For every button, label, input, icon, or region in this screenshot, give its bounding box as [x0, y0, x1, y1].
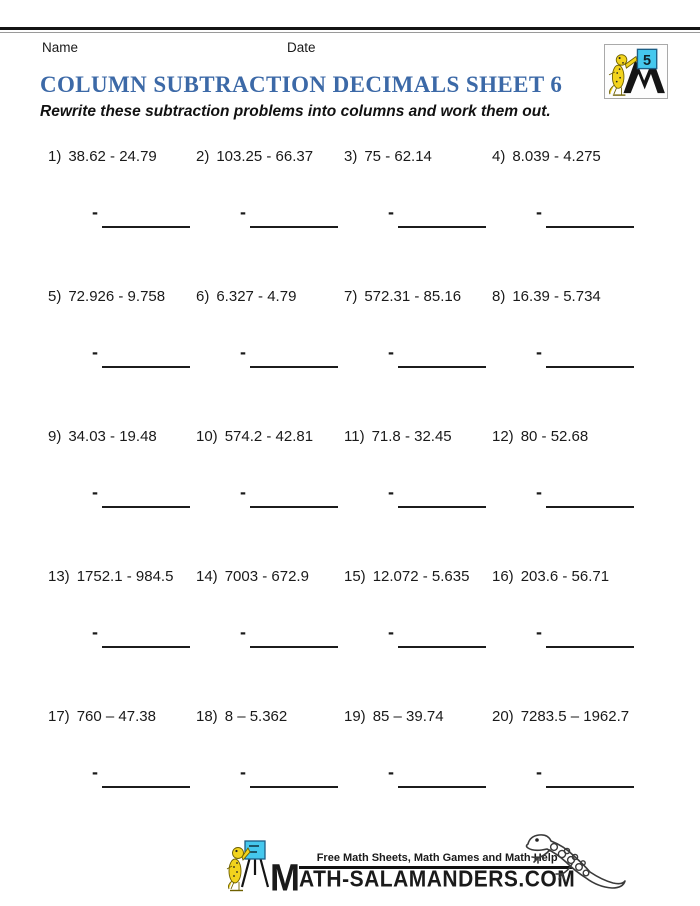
problem-text [344, 428, 492, 445]
problem-13 [48, 568, 196, 708]
answer-line [546, 622, 634, 648]
answer-minus-sign: - [92, 202, 98, 222]
answer-area [536, 482, 634, 508]
problem-text [196, 568, 344, 585]
problem-text [196, 148, 344, 165]
problem-expression: 38.62 - 24.79 [68, 148, 157, 165]
answer-area [240, 202, 338, 228]
answer-minus-sign: - [388, 622, 394, 642]
problem-text [48, 708, 196, 725]
problem-expression: 12.072 - 5.635 [372, 568, 470, 585]
problem-number: 14) [196, 568, 218, 585]
problem-text [492, 568, 652, 585]
page-title: COLUMN SUBTRACTION DECIMALS SHEET 6 [40, 72, 563, 97]
instructions-text: Rewrite these subtraction problems into columns and work them out. [40, 103, 551, 120]
problem-expression: 85 – 39.74 [372, 708, 444, 725]
problem-expression: 71.8 - 32.45 [371, 428, 452, 445]
problem-number: 3) [344, 148, 358, 165]
problem-expression: 80 - 52.68 [520, 428, 589, 445]
problem-number: 4) [492, 148, 506, 165]
answer-area [536, 202, 634, 228]
answer-line [546, 762, 634, 788]
answer-line [398, 762, 486, 788]
problem-8 [492, 288, 652, 428]
answer-line [102, 622, 190, 648]
problem-number: 13) [48, 568, 70, 585]
problem-number: 10) [196, 428, 218, 445]
problem-expression: 7003 - 672.9 [224, 568, 309, 585]
problem-19 [344, 708, 492, 848]
answer-minus-sign: - [240, 482, 246, 502]
footer-tagline: Free Math Sheets, Math Games and Math Help [316, 852, 558, 864]
answer-area [92, 342, 190, 368]
name-label: Name [42, 40, 79, 55]
problem-6 [196, 288, 344, 428]
answer-line [102, 202, 190, 228]
answer-minus-sign: - [388, 482, 394, 502]
problem-4 [492, 148, 652, 288]
problem-9 [48, 428, 196, 568]
answer-area [388, 202, 486, 228]
answer-line [398, 342, 486, 368]
answer-area [92, 482, 190, 508]
answer-minus-sign: - [388, 342, 394, 362]
problem-expression: 75 - 62.14 [364, 148, 432, 165]
problem-text [492, 428, 652, 445]
answer-area [388, 622, 486, 648]
answer-area [92, 202, 190, 228]
problem-number: 12) [492, 428, 514, 445]
answer-area [92, 762, 190, 788]
answer-line [398, 202, 486, 228]
problem-text [344, 148, 492, 165]
problem-number: 20) [492, 708, 514, 725]
problem-text [492, 708, 652, 725]
answer-area [536, 622, 634, 648]
answer-area [92, 622, 190, 648]
answer-minus-sign: - [92, 762, 98, 782]
problem-number: 17) [48, 708, 70, 725]
problem-number: 15) [344, 568, 366, 585]
problem-expression: 16.39 - 5.734 [512, 288, 601, 305]
problem-1 [48, 148, 196, 288]
problem-15 [344, 568, 492, 708]
problem-number: 6) [196, 288, 210, 305]
answer-minus-sign: - [388, 202, 394, 222]
problem-expression: 8.039 - 4.275 [512, 148, 601, 165]
salamander-badge-icon [605, 45, 667, 98]
problem-number: 2) [196, 148, 210, 165]
problem-text [48, 288, 196, 305]
answer-line [250, 762, 338, 788]
answer-minus-sign: - [536, 482, 542, 502]
answer-line [250, 342, 338, 368]
problem-expression: 760 – 47.38 [76, 708, 156, 725]
problem-11 [344, 428, 492, 568]
answer-minus-sign: - [536, 202, 542, 222]
top-rule [0, 27, 700, 30]
answer-area [388, 342, 486, 368]
problem-expression: 72.926 - 9.758 [68, 288, 166, 305]
problem-7 [344, 288, 492, 428]
problem-number: 18) [196, 708, 218, 725]
problem-number: 5) [48, 288, 62, 305]
problem-expression: 103.25 - 66.37 [216, 148, 314, 165]
problem-text [344, 288, 492, 305]
answer-line [250, 622, 338, 648]
problem-text [344, 708, 492, 725]
problem-20 [492, 708, 652, 848]
answer-minus-sign: - [536, 342, 542, 362]
answer-minus-sign: - [92, 342, 98, 362]
gecko-icon [520, 830, 632, 896]
answer-line [102, 482, 190, 508]
answer-area [240, 342, 338, 368]
footer-wordmark: ATH-SALAMANDERS.COM [299, 867, 576, 892]
problem-expression: 8 – 5.362 [224, 708, 288, 725]
badge-number: 5 [643, 52, 652, 69]
date-label: Date [287, 40, 316, 55]
answer-line [102, 342, 190, 368]
problem-text [196, 428, 344, 445]
problem-expression: 7283.5 – 1962.7 [520, 708, 630, 725]
problem-5 [48, 288, 196, 428]
answer-area [388, 482, 486, 508]
problem-text [48, 428, 196, 445]
answer-area [240, 762, 338, 788]
answer-area [240, 482, 338, 508]
answer-area [388, 762, 486, 788]
problem-14 [196, 568, 344, 708]
problem-expression: 203.6 - 56.71 [520, 568, 610, 585]
answer-minus-sign: - [536, 622, 542, 642]
problem-expression: 572.31 - 85.16 [364, 288, 462, 305]
answer-minus-sign: - [240, 342, 246, 362]
problem-number: 19) [344, 708, 366, 725]
answer-line [102, 762, 190, 788]
problem-expression: 34.03 - 19.48 [68, 428, 157, 445]
footer-logo-m: M [270, 856, 298, 900]
answer-area [240, 622, 338, 648]
problem-expression: 6.327 - 4.79 [216, 288, 297, 305]
problem-text [492, 288, 652, 305]
answer-minus-sign: - [388, 762, 394, 782]
answer-line [398, 622, 486, 648]
problem-10 [196, 428, 344, 568]
footer-salamander-icon [226, 835, 270, 893]
top-rule-shadow [0, 32, 700, 33]
answer-minus-sign: - [240, 202, 246, 222]
salamander-badge-logo [604, 44, 668, 99]
answer-minus-sign: - [92, 482, 98, 502]
problem-number: 7) [344, 288, 358, 305]
problem-17 [48, 708, 196, 848]
answer-area [536, 342, 634, 368]
answer-line [250, 482, 338, 508]
problem-3 [344, 148, 492, 288]
problem-text [196, 288, 344, 305]
problem-expression: 1752.1 - 984.5 [76, 568, 174, 585]
problem-text [196, 708, 344, 725]
answer-area [536, 762, 634, 788]
problem-number: 8) [492, 288, 506, 305]
problem-12 [492, 428, 652, 568]
answer-minus-sign: - [92, 622, 98, 642]
problem-number: 1) [48, 148, 62, 165]
problem-text [48, 148, 196, 165]
problem-number: 9) [48, 428, 62, 445]
answer-minus-sign: - [240, 762, 246, 782]
problem-text [48, 568, 196, 585]
problems-grid [48, 148, 663, 848]
answer-line [546, 482, 634, 508]
problem-text [344, 568, 492, 585]
answer-line [546, 342, 634, 368]
problem-2 [196, 148, 344, 288]
problem-number: 16) [492, 568, 514, 585]
answer-line [250, 202, 338, 228]
problem-expression: 574.2 - 42.81 [224, 428, 314, 445]
answer-minus-sign: - [240, 622, 246, 642]
problem-number: 11) [344, 428, 365, 445]
answer-line [398, 482, 486, 508]
problem-18 [196, 708, 344, 848]
problem-text [492, 148, 652, 165]
problem-16 [492, 568, 652, 708]
answer-line [546, 202, 634, 228]
answer-minus-sign: - [536, 762, 542, 782]
